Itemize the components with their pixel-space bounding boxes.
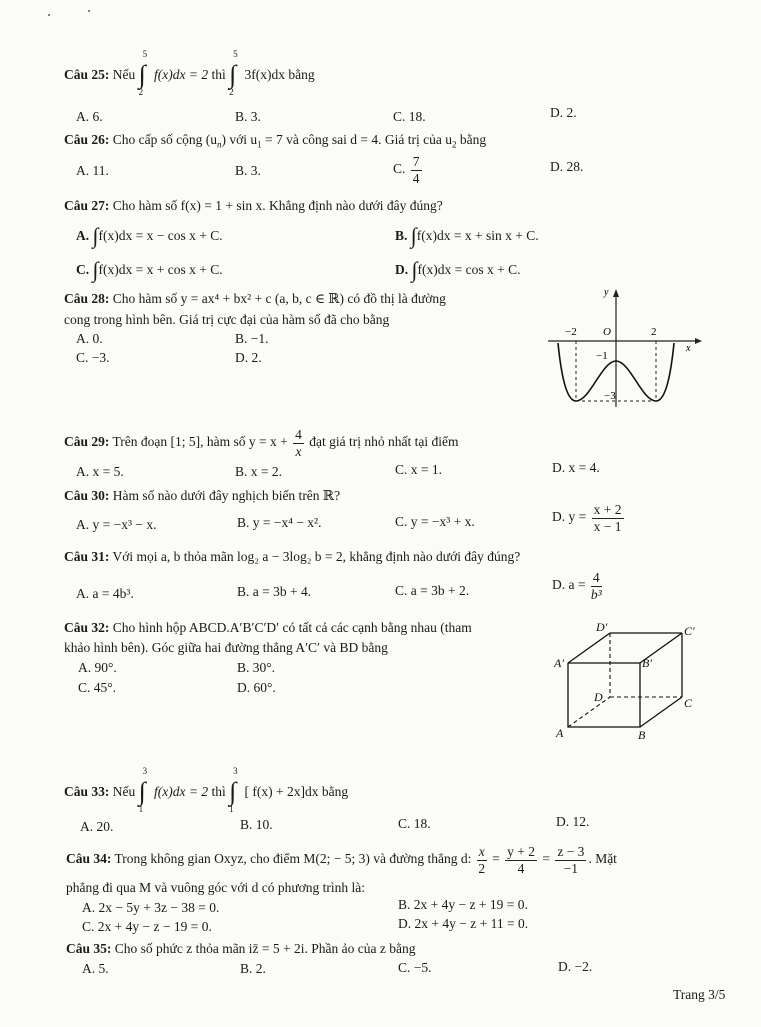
q33-stem: Câu 33: Nếu 3 ∫ 1 f(x)dx = 2 thì 3 ∫ 1 [ f(x) + 2x]dx bằng	[64, 766, 349, 814]
integral: 3f(x)dx bằng	[244, 67, 315, 82]
label-a1: A′	[554, 656, 564, 670]
option-d: D. a = $\frac{4}{\text{b³}}$	[552, 570, 602, 602]
option-d: D. x = 4.	[552, 460, 600, 475]
option-b: B. −1.	[235, 331, 269, 346]
tick-m3: −3	[604, 390, 616, 402]
edge-a1-d1	[568, 633, 610, 663]
option-a: A. 2x − 5y + 3z − 38 = 0.	[82, 900, 220, 915]
label-b1: B′	[642, 656, 652, 670]
q32-stem-line2: khảo hình bên). Góc giữa hai đường thẳng A′C′ và BD bằng	[64, 640, 388, 655]
label-d: D	[594, 690, 603, 704]
x-arrow-icon	[695, 338, 702, 344]
tick-2: 2	[651, 326, 657, 338]
option-b: B. 30°.	[237, 660, 276, 675]
option-a: A. 90°.	[78, 660, 117, 675]
q27-stem: Câu 27: Cho hàm số f(x) = 1 + sin x. Khẳng định nào dưới đây đúng?	[64, 198, 443, 213]
option-c: C. x = 1.	[395, 462, 442, 477]
label-c: C	[684, 696, 693, 710]
option-a: A. a = 4b³.	[76, 586, 134, 601]
text: Nếu	[112, 67, 136, 82]
q30-stem: Câu 30: Hàm số nào dưới đây nghịch biến trên ℝ?	[64, 488, 341, 503]
q34-stem-line2: phẳng đi qua M và vuông góc với d có phương trình là:	[66, 880, 366, 895]
option-c: C. 45°.	[78, 680, 117, 695]
text: Cho cấp số cộng (u	[112, 132, 217, 147]
option-b: B. 3.	[235, 163, 261, 178]
option-b: B. x = 2.	[235, 464, 282, 479]
option-c: C. 18.	[393, 109, 426, 124]
option-b: B. ∫f(x)dx = x + sin x + C.	[395, 223, 539, 248]
option-b: B. a = 3b + 4.	[237, 584, 312, 599]
option-a: A. ∫f(x)dx = x − cos x + C.	[76, 223, 223, 248]
front-face	[568, 663, 640, 727]
option-d: D. 28.	[550, 159, 584, 174]
option-d: D. 2.	[235, 350, 262, 365]
option-a: A. 6.	[76, 109, 103, 124]
q26-stem: Câu 26: Cho cấp số cộng $(u_n)$ với $u_1 = 7$ và công sai d = 4. Giá trị của $u_2$ bằng	[64, 132, 487, 150]
option-d: D. y = $\frac{x + 2}{x - 1}$	[552, 502, 622, 534]
origin-label: O	[603, 326, 611, 338]
q25-stem: Câu 25: Nếu 5 ∫ 2 f(x)dx = 2 thì 5 ∫ 2 3f(x)dx bằng	[64, 49, 315, 97]
option-a: A. y = −x³ − x.	[76, 517, 157, 532]
option-d: D. 12.	[556, 814, 590, 829]
option-c: C. 18.	[398, 816, 431, 831]
integral: f(x)dx = 2	[154, 67, 209, 82]
x-label: x	[686, 343, 691, 354]
q32-cube-figure	[548, 615, 708, 745]
option-c: C. −5.	[398, 960, 432, 975]
q28-graph	[540, 283, 710, 413]
option-c: C. 2x + 4y − z − 19 = 0.	[82, 919, 212, 934]
edge-b-c	[640, 697, 682, 727]
speck	[48, 14, 50, 16]
option-a: A. 11.	[76, 163, 109, 178]
tick-m1: −1	[596, 350, 608, 362]
lower-limit: 2	[229, 87, 234, 97]
option-c: C. y = −x³ + x.	[395, 514, 475, 529]
option-d: D. 2.	[550, 105, 577, 120]
option-a: A. x = 5.	[76, 464, 124, 479]
q29-stem: Câu 29: Trên đoạn [1; 5], hàm số y = x + $\frac{4}{x}$ đạt giá trị nhỏ nhất tại điểm	[64, 427, 459, 459]
tick-neg2: −2	[565, 326, 577, 338]
label-b: B	[638, 728, 646, 742]
edge-a-d	[568, 697, 610, 727]
y-label: y	[604, 287, 609, 298]
q35-stem: Câu 35: Cho số phức z thỏa mãn iz̄ = 5 + 2i. Phần ảo của z bằng	[66, 941, 416, 956]
option-d: D. 60°.	[237, 680, 276, 695]
q28-stem-line2: cong trong hình bên. Giá trị cực đại của hàm số đã cho bằng	[64, 312, 390, 327]
q31-stem: Câu 31: Với mọi a, b thỏa mãn log₂ a − 3log₂ b = 2, khẳng định nào dưới đây đúng?	[64, 549, 521, 564]
lower-limit: 2	[138, 87, 144, 97]
option-b: B. y = −x⁴ − x².	[237, 515, 322, 530]
upper-limit: 5	[233, 49, 238, 59]
page-number: Trang 3/5	[673, 987, 726, 1002]
speck	[88, 10, 90, 12]
label-c1: C′	[684, 624, 695, 638]
option-a: A. 20.	[80, 819, 114, 834]
y-arrow-icon	[613, 289, 619, 297]
upper-limit: 5	[142, 49, 148, 59]
option-c: C. $\frac{7}{4}$	[393, 154, 420, 186]
option-a: A. 0.	[76, 331, 103, 346]
text: thì	[211, 67, 226, 82]
q34-stem: Câu 34: Trong không gian Oxyz, cho điểm M(2; − 5; 3) và đường thẳng d: $\frac{x}{2}$ = $\frac{y + 2}{4}$ = $\frac{z - 3}{-1}$ . Mặt	[66, 844, 617, 876]
question-label: Câu 25:	[64, 67, 110, 82]
option-b: B. 10.	[240, 817, 273, 832]
label-a: A	[556, 726, 564, 740]
option-a: A. 5.	[82, 961, 109, 976]
option-d: D. ∫f(x)dx = cos x + C.	[395, 257, 521, 282]
q32-stem: Câu 32: Cho hình hộp ABCD.A′B′C′D′ có tất cả các cạnh bằng nhau (tham	[64, 620, 472, 635]
option-c: C. ∫f(x)dx = x + cos x + C.	[76, 257, 223, 282]
option-b: B. 2x + 4y − z + 19 = 0.	[398, 897, 528, 912]
question-label: Câu 26:	[64, 132, 110, 147]
option-d: D. −2.	[558, 959, 593, 974]
q28-stem: Câu 28: Cho hàm số y = ax⁴ + bx² + c (a, b, c ∈ ℝ) có đồ thị là đường	[64, 291, 446, 306]
option-b: B. 3.	[235, 109, 261, 124]
option-d: D. 2x + 4y − z + 11 = 0.	[398, 916, 529, 931]
option-b: B. 2.	[240, 961, 266, 976]
option-c: C. −3.	[76, 350, 110, 365]
option-c: C. a = 3b + 2.	[395, 583, 470, 598]
label-d1: D′	[596, 620, 608, 634]
